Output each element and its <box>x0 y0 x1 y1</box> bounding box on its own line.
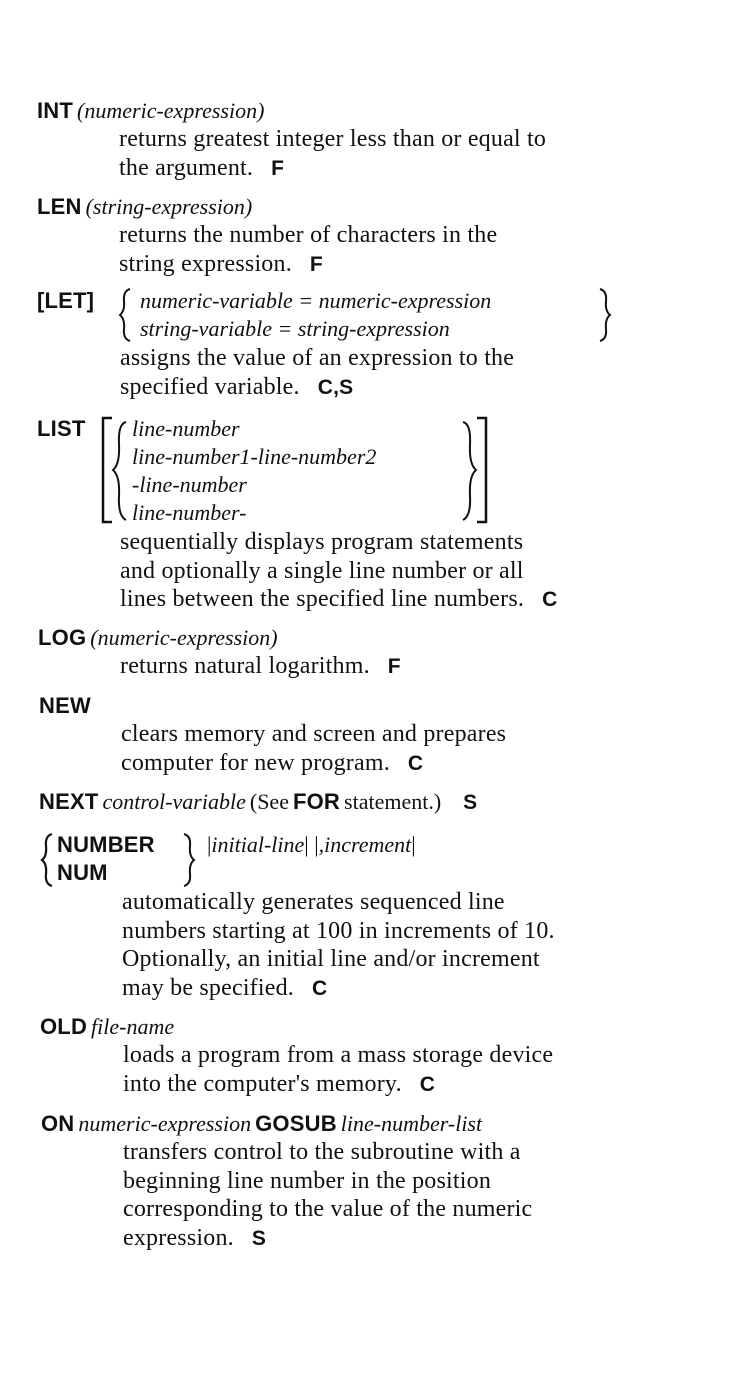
desc-line: Optionally, an initial line and/or increment <box>122 946 540 972</box>
let-form-numeric: numeric-variable = numeric-expression <box>140 288 492 313</box>
desc-line: lines between the specified line numbers. <box>120 586 525 612</box>
entry-old-heading <box>40 1013 174 1044</box>
left-brace-icon <box>38 832 58 888</box>
argument: control-variable <box>102 789 246 814</box>
desc-line: assigns the value of an expression to the <box>120 345 515 371</box>
entry-new-heading <box>39 692 91 723</box>
desc-line: clears memory and screen and prepares <box>121 721 507 747</box>
argument: ,increment <box>318 832 412 857</box>
desc-line: and optionally a single line number or all <box>120 557 524 584</box>
keyword: OLD <box>40 1014 88 1039</box>
let-form-string: string-variable = string-expression <box>140 316 450 341</box>
desc-line: expression. <box>123 1224 234 1251</box>
type-code: C,S <box>317 375 354 399</box>
keyword: INT <box>37 98 74 123</box>
desc-line: loads a program from a mass storage device <box>123 1042 554 1068</box>
right-brace-icon <box>178 832 198 888</box>
argument: (numeric-expression) <box>77 98 265 123</box>
entry-on-gosub-description <box>123 1138 532 1253</box>
note-suffix: statement.) <box>344 789 442 814</box>
keyword: NUM <box>57 860 108 885</box>
argument: numeric-expression <box>78 1111 252 1136</box>
desc-line: into the computer's memory. <box>123 1070 402 1097</box>
entry-log-description <box>120 652 401 682</box>
entry-list-description <box>120 528 557 615</box>
desc-line: returns greatest integer less than or equal to <box>119 126 547 152</box>
list-form: -line-number <box>132 472 247 497</box>
argument: (string-expression) <box>85 194 253 219</box>
note-prefix: (See <box>249 789 289 814</box>
desc-line: transfers control to the subroutine with a <box>123 1139 521 1165</box>
keyword: NEXT <box>39 789 99 814</box>
entry-next-heading <box>39 788 477 819</box>
argument: initial-line <box>211 832 305 857</box>
type-code: F <box>309 252 323 276</box>
number-arguments: |initial-line| |,increment| <box>207 832 416 857</box>
right-brace-icon <box>594 287 614 343</box>
type-code: C <box>407 751 424 775</box>
list-form: line-number1-line-number2 <box>132 444 377 469</box>
left-bracket-icon <box>100 416 134 526</box>
desc-line: specified variable. <box>120 373 300 400</box>
type-code: C <box>419 1072 436 1096</box>
note-keyword: FOR <box>292 789 341 814</box>
entry-number-description <box>122 888 555 1003</box>
keyword: LIST <box>37 416 86 441</box>
entry-new-description <box>121 720 506 778</box>
entry-log-heading <box>38 624 278 655</box>
entry-len-description <box>119 221 497 279</box>
argument: file-name <box>91 1014 175 1039</box>
list-form: line-number- <box>132 500 247 525</box>
desc-line: returns natural logarithm. <box>120 653 370 679</box>
list-form: line-number <box>132 416 240 441</box>
type-code: S <box>463 791 478 814</box>
type-code: C <box>312 976 328 1000</box>
type-code: S <box>251 1226 267 1250</box>
desc-line: corresponding to the value of the numeric <box>123 1196 533 1222</box>
desc-line: beginning line number in the position <box>123 1167 492 1194</box>
left-brace-icon <box>118 287 138 343</box>
keyword: NEW <box>39 693 91 718</box>
entry-int-description <box>119 125 546 183</box>
entry-let-description <box>120 344 514 402</box>
type-code: F <box>387 655 401 678</box>
keyword: GOSUB <box>255 1111 337 1136</box>
argument: line-number-list <box>340 1111 483 1136</box>
keyword: LEN <box>37 194 82 219</box>
desc-line: automatically generates sequenced line <box>122 889 505 915</box>
desc-line: returns the number of characters in the <box>119 222 498 248</box>
desc-line: may be specified. <box>122 974 294 1001</box>
type-code: C <box>542 588 558 611</box>
desc-line: numbers starting at 100 in increments of 10. <box>122 917 555 944</box>
desc-line: the argument. <box>119 154 254 181</box>
keyword: NUMBER <box>57 832 155 857</box>
keyword: LOG <box>38 625 87 650</box>
keyword: ON <box>41 1111 75 1136</box>
entry-on-gosub-heading <box>41 1110 482 1141</box>
desc-line: computer for new program. <box>121 749 390 776</box>
entry-len-heading <box>37 193 252 224</box>
desc-line: sequentially displays program statements <box>120 529 524 555</box>
right-bracket-icon <box>455 416 489 526</box>
keyword: [LET] <box>37 288 95 313</box>
desc-line: string expression. <box>119 250 292 277</box>
entry-old-description <box>123 1041 553 1099</box>
type-code: F <box>271 156 285 180</box>
argument: (numeric-expression) <box>90 625 278 650</box>
entry-int-heading <box>37 97 264 128</box>
